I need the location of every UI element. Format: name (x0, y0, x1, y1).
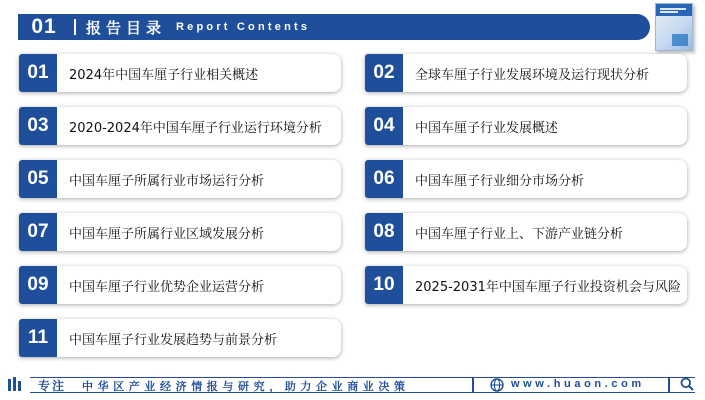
toc-item-number: 03 (19, 107, 57, 145)
footer-brand: 专注 (38, 379, 67, 393)
toc-item-label: 2025-2031年中国车厘子行业投资机会与风险 (415, 279, 681, 295)
footer-divider (472, 377, 474, 393)
section-number: 01 (31, 15, 57, 38)
toc-item-03[interactable] (19, 107, 341, 145)
toc-item-number: 06 (365, 160, 403, 198)
toc-item-number: 02 (365, 54, 403, 92)
footer-divider (668, 377, 670, 393)
toc-item-number: 10 (365, 266, 403, 304)
footer-slogan: 中华区产业经济情报与研究，助力企业商业决策 (82, 381, 410, 393)
toc-item-number: 05 (19, 160, 57, 198)
toc-item-label: 中国车厘子行业优势企业运营分析 (69, 279, 265, 295)
header-divider (74, 19, 76, 35)
toc-item-label: 中国车厘子行业发展趋势与前景分析 (69, 332, 278, 348)
toc-item-label: 2024年中国车厘子行业相关概述 (69, 67, 259, 83)
section-title-en: Report Contents (176, 21, 311, 33)
toc-item-number: 07 (19, 213, 57, 251)
toc-item-06[interactable] (365, 160, 687, 198)
website-link[interactable]: www.huaon.com (511, 378, 645, 390)
report-contents-header (18, 14, 650, 40)
toc-item-04[interactable] (365, 107, 687, 145)
toc-item-label: 中国车厘子所属行业区域发展分析 (69, 226, 265, 242)
toc-item-label: 中国车厘子行业发展概述 (415, 120, 559, 136)
toc-item-label: 中国车厘子行业上、下游产业链分析 (415, 226, 624, 242)
section-title-cn: 报告目录 (86, 19, 167, 37)
toc-item-label: 2020-2024年中国车厘子行业运行环境分析 (69, 120, 322, 136)
toc-item-label: 中国车厘子所属行业市场运行分析 (69, 173, 265, 189)
globe-icon (490, 378, 504, 392)
report-cover-thumbnail (655, 3, 693, 51)
toc-item-number: 08 (365, 213, 403, 251)
toc-item-10[interactable] (365, 266, 687, 304)
toc-item-08[interactable] (365, 213, 687, 251)
toc-item-09[interactable] (19, 266, 341, 304)
toc-item-label: 中国车厘子行业细分市场分析 (415, 173, 585, 189)
toc-item-number: 04 (365, 107, 403, 145)
toc-item-number: 09 (19, 266, 57, 304)
toc-item-label: 全球车厘子行业发展环境及运行现状分析 (415, 67, 650, 83)
toc-item-11[interactable] (19, 319, 341, 357)
search-icon[interactable] (680, 377, 694, 391)
toc-item-05[interactable] (19, 160, 341, 198)
toc-item-number: 11 (19, 319, 57, 357)
brand-logo-icon (4, 372, 32, 398)
toc-item-01[interactable] (19, 54, 341, 92)
toc-item-07[interactable] (19, 213, 341, 251)
toc-item-number: 01 (19, 54, 57, 92)
toc-item-02[interactable] (365, 54, 687, 92)
